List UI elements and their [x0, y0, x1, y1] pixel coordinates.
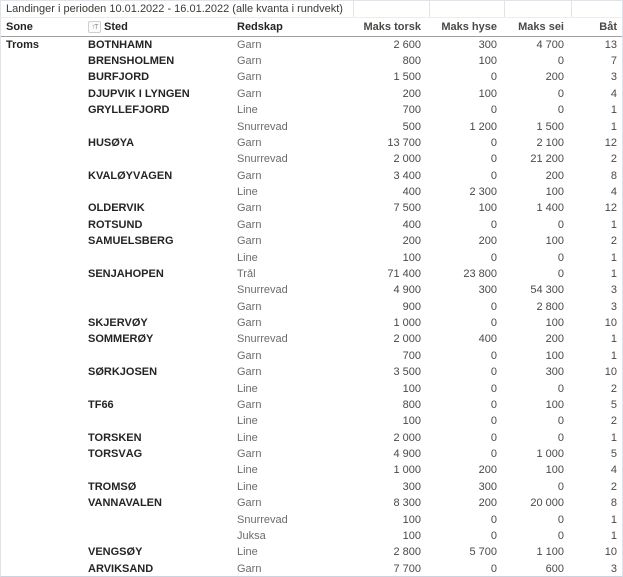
cell-maks-hyse: 0	[490, 514, 497, 526]
cell-maks-hyse: 0	[490, 432, 497, 444]
cell-maks-sei: 0	[557, 219, 564, 231]
cell-maks-hyse: 200	[478, 236, 497, 248]
table-row[interactable]	[0, 86, 622, 102]
cell-maks-torsk: 4 900	[393, 449, 421, 461]
cell-maks-torsk: 8 300	[393, 498, 421, 510]
table-row[interactable]	[0, 135, 622, 151]
cell-maks-torsk: 1 500	[393, 72, 421, 84]
cell-maks-sei: 1 400	[536, 203, 564, 215]
cell-maks-sei: 200	[545, 170, 564, 182]
cell-bat: 1	[610, 514, 617, 526]
column-header-maks-torsk[interactable]: Maks torsk	[363, 21, 421, 33]
table-row[interactable]	[0, 103, 622, 119]
table-row[interactable]	[0, 266, 622, 282]
cell-maks-hyse: 0	[490, 399, 497, 411]
cell-redskap: Line	[237, 383, 258, 395]
cell-bat: 8	[610, 498, 617, 510]
table-row[interactable]	[0, 299, 622, 315]
table-row[interactable]	[0, 53, 622, 69]
cell-bat: 1	[610, 121, 617, 133]
column-header-maks-sei[interactable]: Maks sei	[518, 21, 564, 33]
cell-maks-hyse: 1 200	[469, 121, 497, 133]
cell-sted: TORSKEN	[88, 432, 142, 444]
cell-redskap: Trål	[237, 268, 256, 280]
cell-redskap: Garn	[237, 170, 262, 182]
table-row[interactable]	[0, 446, 622, 462]
cell-maks-torsk: 500	[402, 121, 421, 133]
cell-redskap: Garn	[237, 367, 262, 379]
cell-bat: 5	[610, 449, 617, 461]
cell-bat: 1	[610, 268, 617, 280]
cell-maks-hyse: 23 800	[463, 268, 497, 280]
cell-sted: VANNAVALEN	[88, 498, 162, 510]
cell-maks-torsk: 100	[402, 252, 421, 264]
cell-maks-sei: 0	[557, 416, 564, 428]
divider	[504, 1, 505, 17]
cell-maks-sei: 0	[557, 56, 564, 68]
cell-maks-sei: 100	[545, 318, 564, 330]
cell-maks-hyse: 0	[490, 449, 497, 461]
cell-maks-sei: 21 200	[530, 154, 564, 166]
cell-maks-torsk: 1 000	[393, 465, 421, 477]
cell-sted: GRYLLEFJORD	[88, 105, 170, 117]
table-row[interactable]	[0, 479, 622, 495]
cell-redskap: Snurrevad	[237, 121, 288, 133]
cell-sted: DJUPVIK I LYNGEN	[88, 88, 190, 100]
table-row[interactable]	[0, 381, 622, 397]
cell-redskap: Snurrevad	[237, 285, 288, 297]
sort-indicator-icon: ↑T	[88, 21, 101, 33]
cell-maks-hyse: 300	[478, 285, 497, 297]
cell-redskap: Line	[237, 252, 258, 264]
table-row[interactable]	[0, 414, 622, 430]
cell-sone: Troms	[6, 39, 40, 51]
cell-maks-sei: 1 000	[536, 449, 564, 461]
cell-sted: BOTNHAMN	[88, 39, 153, 51]
cell-redskap: Garn	[237, 236, 262, 248]
cell-bat: 4	[610, 465, 617, 477]
cell-redskap: Garn	[237, 219, 262, 231]
cell-bat: 3	[610, 285, 617, 297]
cell-bat: 2	[610, 383, 617, 395]
cell-maks-hyse: 300	[478, 39, 497, 51]
cell-bat: 3	[610, 72, 617, 84]
table-row[interactable]	[0, 217, 622, 233]
cell-sted: HUSØYA	[88, 137, 135, 149]
cell-maks-torsk: 400	[402, 219, 421, 231]
cell-redskap: Garn	[237, 449, 262, 461]
column-header-sted[interactable]	[86, 21, 233, 33]
cell-redskap: Line	[237, 105, 258, 117]
cell-maks-sei: 100	[545, 236, 564, 248]
cell-maks-torsk: 900	[402, 301, 421, 313]
cell-maks-torsk: 3 500	[393, 367, 421, 379]
cell-redskap: Line	[237, 481, 258, 493]
cell-maks-sei: 0	[557, 383, 564, 395]
table-row[interactable]	[0, 365, 622, 381]
cell-maks-torsk: 71 400	[387, 268, 421, 280]
cell-maks-sei: 0	[557, 481, 564, 493]
cell-maks-hyse: 0	[490, 301, 497, 313]
cell-maks-torsk: 300	[402, 481, 421, 493]
cell-maks-sei: 1 100	[536, 547, 564, 559]
cell-bat: 1	[610, 219, 617, 231]
cell-bat: 1	[610, 334, 617, 346]
cell-sted: BURFJORD	[88, 72, 150, 84]
cell-maks-sei: 0	[557, 530, 564, 542]
table-row[interactable]	[0, 463, 622, 479]
cell-redskap: Garn	[237, 350, 262, 362]
cell-sted: ROTSUND	[88, 219, 143, 231]
cell-bat: 1	[610, 350, 617, 362]
cell-maks-torsk: 2 600	[393, 39, 421, 51]
cell-redskap: Garn	[237, 563, 262, 575]
cell-redskap: Garn	[237, 203, 262, 215]
cell-maks-hyse: 200	[478, 498, 497, 510]
cell-bat: 1	[610, 432, 617, 444]
cell-bat: 10	[604, 547, 617, 559]
cell-maks-sei: 4 700	[536, 39, 564, 51]
cell-maks-torsk: 100	[402, 514, 421, 526]
cell-redskap: Garn	[237, 498, 262, 510]
cell-maks-sei: 2 800	[536, 301, 564, 313]
cell-bat: 12	[604, 137, 617, 149]
cell-redskap: Garn	[237, 72, 262, 84]
cell-maks-hyse: 300	[478, 481, 497, 493]
cell-bat: 1	[610, 105, 617, 117]
cell-maks-sei: 100	[545, 187, 564, 199]
cell-sted: OLDERVIK	[88, 203, 145, 215]
cell-maks-hyse: 200	[478, 465, 497, 477]
cell-sted: ÅRVIKSAND	[88, 563, 154, 575]
table-row[interactable]	[0, 37, 622, 53]
cell-bat: 2	[610, 481, 617, 493]
cell-maks-hyse: 0	[490, 530, 497, 542]
cell-bat: 2	[610, 236, 617, 248]
cell-maks-hyse: 100	[478, 88, 497, 100]
cell-maks-sei: 20 000	[530, 498, 564, 510]
cell-maks-sei: 0	[557, 105, 564, 117]
cell-bat: 1	[610, 252, 617, 264]
cell-maks-sei: 0	[557, 514, 564, 526]
cell-maks-hyse: 0	[490, 416, 497, 428]
table-body	[1, 37, 622, 577]
cell-bat: 12	[604, 203, 617, 215]
cell-bat: 10	[604, 318, 617, 330]
table-header-row	[1, 18, 622, 37]
visual-title: Landinger i perioden 10.01.2022 - 16.01.2022 (alle kvanta i rundvekt)	[6, 3, 343, 15]
cell-maks-torsk: 100	[402, 383, 421, 395]
cell-maks-hyse: 0	[490, 350, 497, 362]
cell-maks-torsk: 1 000	[393, 318, 421, 330]
cell-maks-hyse: 0	[490, 154, 497, 166]
cell-maks-torsk: 2 000	[393, 154, 421, 166]
cell-maks-sei: 0	[557, 432, 564, 444]
cell-redskap: Garn	[237, 399, 262, 411]
table-row[interactable]	[0, 528, 622, 544]
cell-maks-sei: 54 300	[530, 285, 564, 297]
cell-maks-sei: 300	[545, 367, 564, 379]
cell-bat: 8	[610, 170, 617, 182]
cell-bat: 7	[610, 56, 617, 68]
cell-maks-torsk: 400	[402, 187, 421, 199]
cell-redskap: Line	[237, 187, 258, 199]
cell-maks-hyse: 0	[490, 219, 497, 231]
cell-bat: 2	[610, 416, 617, 428]
cell-sted: SOMMERØY	[88, 334, 154, 346]
cell-maks-hyse: 5 700	[469, 547, 497, 559]
cell-sted: VENGSØY	[88, 547, 143, 559]
divider	[429, 1, 430, 17]
cell-maks-hyse: 0	[490, 105, 497, 117]
cell-maks-sei: 0	[557, 252, 564, 264]
cell-maks-hyse: 0	[490, 170, 497, 182]
cell-sted: SØRKJOSEN	[88, 367, 158, 379]
cell-redskap: Line	[237, 416, 258, 428]
cell-sted: TORSVÅG	[88, 449, 143, 461]
cell-redskap: Garn	[237, 137, 262, 149]
cell-maks-sei: 100	[545, 465, 564, 477]
cell-maks-hyse: 0	[490, 383, 497, 395]
table-row[interactable]	[0, 201, 622, 217]
cell-maks-hyse: 100	[478, 203, 497, 215]
divider	[353, 1, 354, 17]
cell-maks-sei: 2 100	[536, 137, 564, 149]
cell-redskap: Snurrevad	[237, 154, 288, 166]
cell-maks-torsk: 800	[402, 56, 421, 68]
cell-redskap: Line	[237, 432, 258, 444]
column-header-sone[interactable]: Sone	[6, 21, 33, 33]
table-row[interactable]	[0, 561, 622, 577]
divider	[571, 1, 572, 17]
cell-sted: BRENSHOLMEN	[88, 56, 175, 68]
table-row[interactable]	[0, 496, 622, 512]
table-row[interactable]	[0, 184, 622, 200]
cell-maks-torsk: 2 000	[393, 334, 421, 346]
cell-maks-sei: 600	[545, 563, 564, 575]
cell-sted: KVALØYVÅGEN	[88, 170, 173, 182]
table-row[interactable]	[0, 250, 622, 266]
cell-redskap: Garn	[237, 318, 262, 330]
cell-redskap: Snurrevad	[237, 334, 288, 346]
cell-maks-sei: 200	[545, 72, 564, 84]
table-row[interactable]	[0, 70, 622, 86]
cell-maks-torsk: 4 900	[393, 285, 421, 297]
cell-maks-hyse: 0	[490, 72, 497, 84]
cell-maks-torsk: 13 700	[387, 137, 421, 149]
cell-redskap: Garn	[237, 39, 262, 51]
column-header-bat[interactable]: Båt	[599, 21, 617, 33]
cell-bat: 3	[610, 563, 617, 575]
cell-maks-sei: 0	[557, 88, 564, 100]
cell-redskap: Garn	[237, 301, 262, 313]
cell-redskap: Snurrevad	[237, 514, 288, 526]
cell-bat: 13	[604, 39, 617, 51]
table-row[interactable]	[0, 348, 622, 364]
cell-sted: TROMSØ	[88, 481, 137, 493]
cell-maks-torsk: 200	[402, 236, 421, 248]
cell-maks-torsk: 7 700	[393, 563, 421, 575]
cell-sted: SKJERVØY	[88, 318, 148, 330]
table-row[interactable]	[0, 119, 622, 135]
cell-bat: 1	[610, 530, 617, 542]
cell-bat: 4	[610, 187, 617, 199]
cell-maks-hyse: 0	[490, 252, 497, 264]
table-row[interactable]	[0, 332, 622, 348]
table-row[interactable]	[0, 234, 622, 250]
cell-bat: 3	[610, 301, 617, 313]
cell-maks-sei: 100	[545, 350, 564, 362]
cell-maks-hyse: 0	[490, 137, 497, 149]
cell-bat: 2	[610, 154, 617, 166]
cell-maks-hyse: 0	[490, 563, 497, 575]
cell-maks-torsk: 800	[402, 399, 421, 411]
cell-maks-torsk: 100	[402, 416, 421, 428]
cell-maks-torsk: 200	[402, 88, 421, 100]
column-header-sted-label: Sted	[104, 21, 128, 33]
table-row[interactable]	[0, 168, 622, 184]
cell-redskap: Juksa	[237, 530, 266, 542]
cell-sted: SENJAHOPEN	[88, 268, 164, 280]
cell-redskap: Line	[237, 547, 258, 559]
cell-maks-torsk: 3 400	[393, 170, 421, 182]
cell-sted: TF66	[88, 399, 114, 411]
cell-maks-sei: 200	[545, 334, 564, 346]
cell-bat: 5	[610, 399, 617, 411]
table-row[interactable]	[0, 512, 622, 528]
cell-redskap: Garn	[237, 88, 262, 100]
cell-bat: 4	[610, 88, 617, 100]
cell-maks-hyse: 0	[490, 367, 497, 379]
column-header-maks-hyse[interactable]: Maks hyse	[441, 21, 497, 33]
table-row[interactable]	[0, 397, 622, 413]
cell-maks-torsk: 700	[402, 350, 421, 362]
cell-maks-torsk: 100	[402, 530, 421, 542]
cell-maks-sei: 1 500	[536, 121, 564, 133]
cell-maks-sei: 0	[557, 268, 564, 280]
cell-maks-hyse: 100	[478, 56, 497, 68]
cell-maks-torsk: 700	[402, 105, 421, 117]
cell-redskap: Garn	[237, 56, 262, 68]
cell-maks-torsk: 2 800	[393, 547, 421, 559]
table-row[interactable]	[0, 545, 622, 561]
cell-sted: SAMUELSBERG	[88, 236, 174, 248]
cell-bat: 10	[604, 367, 617, 379]
table-row[interactable]	[0, 283, 622, 299]
cell-maks-torsk: 7 500	[393, 203, 421, 215]
column-header-redskap[interactable]: Redskap	[237, 21, 283, 33]
cell-redskap: Line	[237, 465, 258, 477]
cell-maks-hyse: 0	[490, 318, 497, 330]
cell-maks-hyse: 400	[478, 334, 497, 346]
cell-maks-sei: 100	[545, 399, 564, 411]
cell-maks-hyse: 2 300	[469, 187, 497, 199]
visual-title-bar	[1, 1, 622, 18]
table-row[interactable]	[0, 315, 622, 331]
cell-maks-torsk: 2 000	[393, 432, 421, 444]
table-row[interactable]	[0, 152, 622, 168]
table-row[interactable]	[0, 430, 622, 446]
